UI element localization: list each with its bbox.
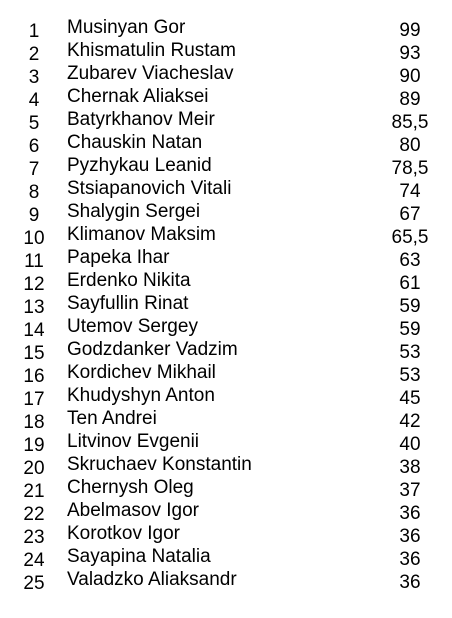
rank-number: 23 [23,527,45,548]
player-score: 45 [399,388,421,409]
table-row [0,62,452,88]
table-row [0,269,452,295]
table-row [0,476,452,502]
player-score: 42 [399,411,421,432]
player-name: Khismatulin Rustam [67,40,236,61]
player-score: 53 [399,365,421,386]
table-row [0,453,452,479]
table-row [0,522,452,548]
table-row [0,200,452,226]
player-score: 90 [399,66,421,87]
rank-number: 9 [28,205,40,226]
player-name: Litvinov Evgenii [67,431,200,452]
rank-number: 10 [23,228,45,249]
player-score: 36 [399,549,421,570]
rank-number: 22 [23,504,45,525]
player-score: 78,5 [391,158,429,179]
table-row [0,430,452,456]
table-row [0,177,452,203]
rank-number: 24 [23,550,45,571]
player-name: Chernysh Oleg [67,477,194,498]
table-row [0,131,452,157]
player-name: Ten Andrei [67,408,157,429]
rank-number: 2 [28,44,40,65]
player-score: 89 [399,89,421,110]
player-name: Valadzko Aliaksandr [67,569,237,590]
rank-number: 11 [24,251,44,272]
player-score: 61 [399,273,421,294]
rank-number: 3 [28,67,40,88]
table-row [0,85,452,111]
rank-number: 5 [28,113,40,134]
player-score: 40 [399,434,421,455]
player-score: 53 [399,342,421,363]
player-score: 36 [399,526,421,547]
player-score: 67 [399,204,421,225]
player-score: 37 [399,480,421,501]
player-name: Stsiapanovich Vitali [67,178,232,199]
player-name: Shalygin Sergei [67,201,201,222]
player-score: 74 [399,181,421,202]
player-name: Chernak Aliaksei [67,86,209,107]
player-score: 36 [399,572,421,593]
player-name: Kordichev Mikhail [67,362,216,383]
player-name: Abelmasov Igor [67,500,200,521]
rank-number: 20 [23,458,45,479]
rank-number: 16 [23,366,45,387]
player-score: 85,5 [391,112,429,133]
player-name: Erdenko Nikita [67,270,191,291]
player-score: 65,5 [391,227,429,248]
table-row [0,499,452,525]
player-score: 93 [399,43,421,64]
table-row [0,361,452,387]
table-row [0,108,452,134]
table-row [0,315,452,341]
player-name: Skruchaev Konstantin [67,454,252,475]
player-name: Zubarev Viacheslav [67,63,234,84]
player-name: Chauskin Natan [67,132,203,153]
rank-number: 4 [28,90,40,111]
player-name: Klimanov Maksim [67,224,216,245]
table-row [0,384,452,410]
rank-number: 8 [28,182,40,203]
player-name: Papeka Ihar [67,247,170,268]
player-name: Pyzhykau Leanid [67,155,212,176]
player-name: Sayfullin Rinat [67,293,189,314]
table-row [0,246,452,272]
table-row [0,407,452,433]
table-row [0,154,452,180]
table-row [0,568,452,594]
player-score: 38 [399,457,421,478]
rank-number: 18 [23,412,45,433]
rank-number: 13 [23,297,45,318]
ranking-table [0,16,452,594]
table-row [0,223,452,249]
player-score: 99 [399,20,421,41]
player-score: 59 [399,319,421,340]
player-name: Godzdanker Vadzim [67,339,238,360]
table-row [0,338,452,364]
player-score: 80 [399,135,421,156]
table-row [0,545,452,571]
player-name: Sayapina Natalia [67,546,211,567]
rank-number: 6 [28,136,40,157]
table-row [0,39,452,65]
rank-number: 21 [23,481,45,502]
rank-number: 14 [23,320,45,341]
player-score: 36 [399,503,421,524]
rank-number: 19 [23,435,45,456]
player-score: 63 [399,250,421,271]
rank-number: 7 [28,159,40,180]
player-name: Korotkov Igor [67,523,180,544]
player-score: 59 [399,296,421,317]
player-name: Musinyan Gor [67,17,186,38]
rank-number: 25 [23,573,45,594]
rank-number: 15 [23,343,45,364]
player-name: Utemov Sergey [67,316,198,337]
table-row [0,16,452,42]
rank-number: 17 [23,389,45,410]
player-name: Khudyshyn Anton [67,385,215,406]
rank-number: 12 [23,274,45,295]
rank-number: 1 [28,21,40,42]
table-row [0,292,452,318]
player-name: Batyrkhanov Meir [67,109,215,130]
